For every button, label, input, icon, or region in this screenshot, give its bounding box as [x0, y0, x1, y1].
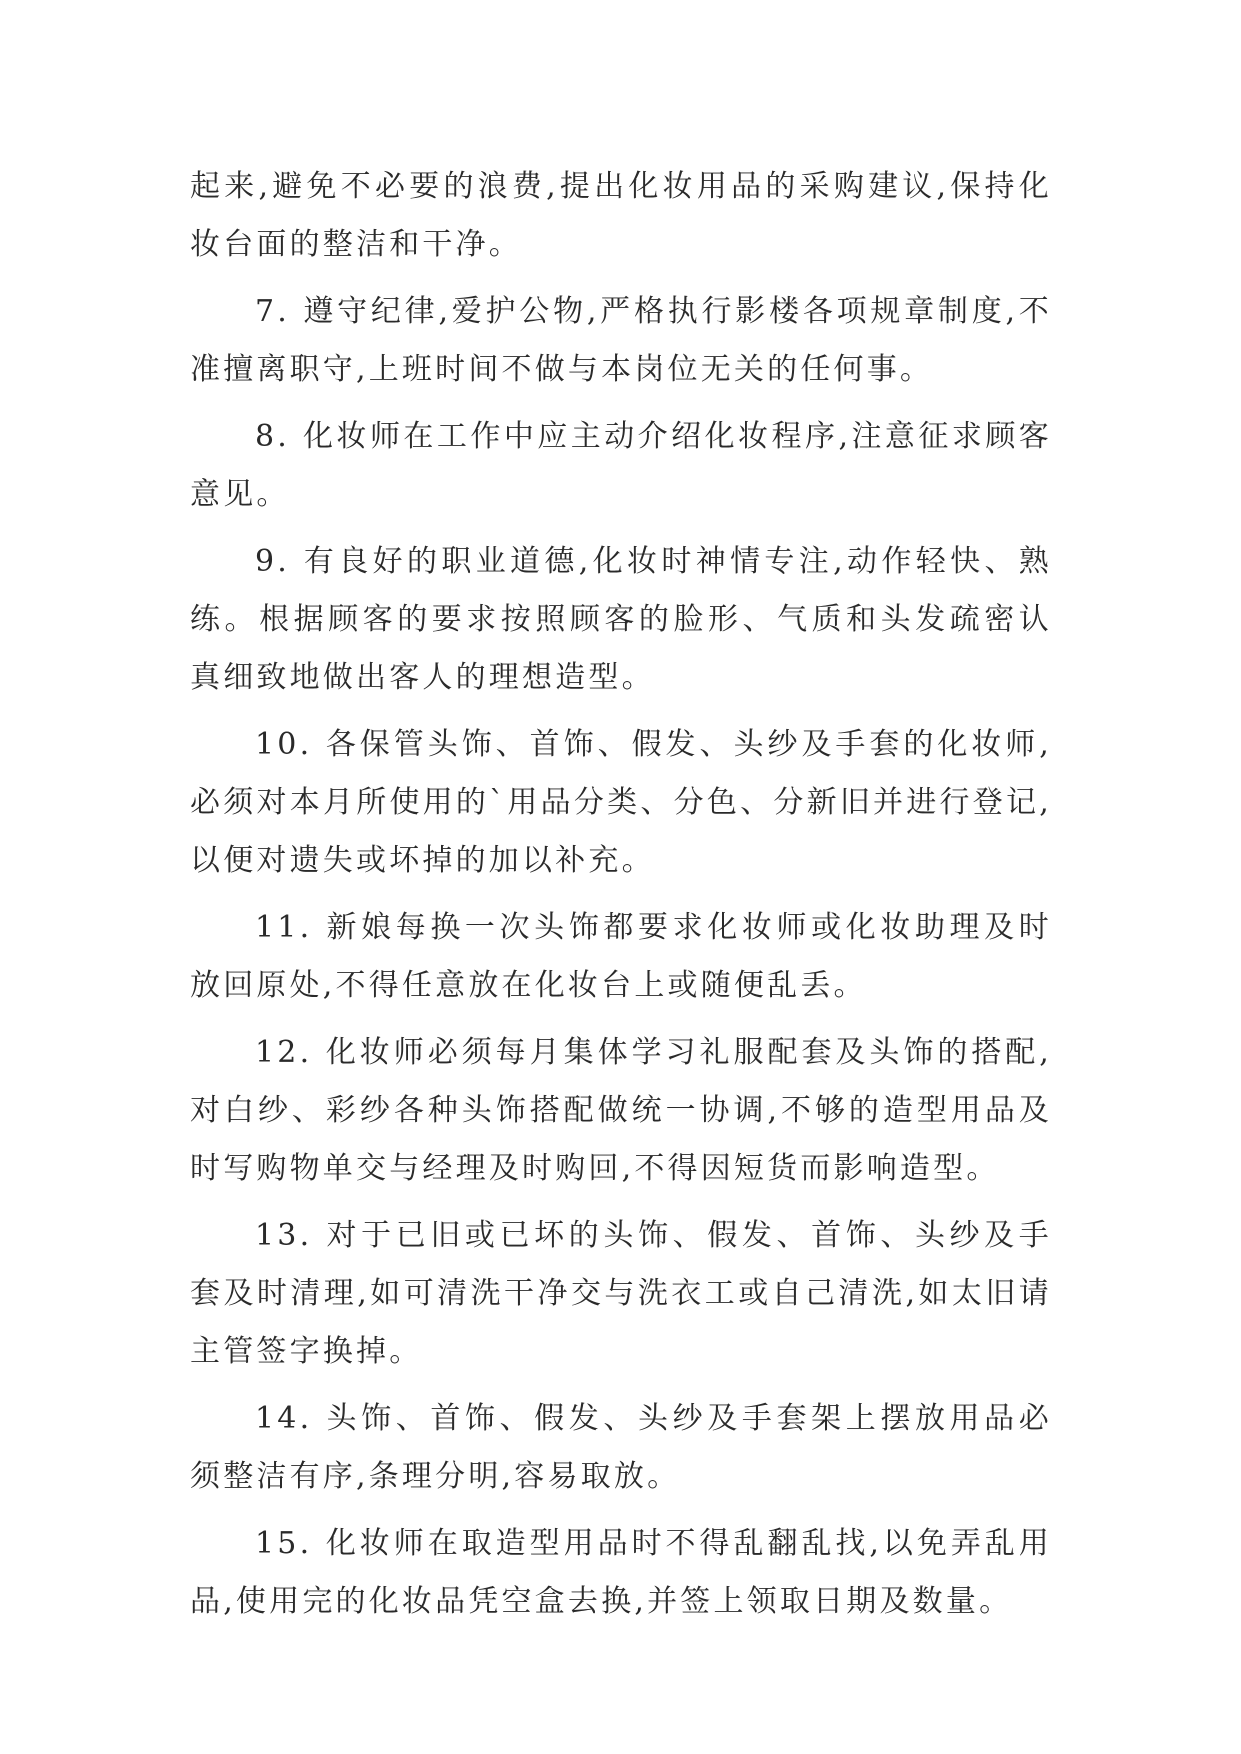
paragraph-rule-15: 15. 化妆师在取造型用品时不得乱翻乱找,以免弄乱用品,使用完的化妆品凭空盒去换,并签上领取日期及数量。 — [190, 1526, 1052, 1619]
paragraph-rule-12: 12. 化妆师必须每月集体学习礼服配套及头饰的搭配,对白纱、彩纱各种头饰搭配做统一协调,不够的造型用品及时写购物单交与经理及时购回,不得因短货而影响造型。 — [190, 1035, 1052, 1186]
paragraph-rule-11: 11. 新娘每换一次头饰都要求化妆师或化妆助理及时放回原处,不得任意放在化妆台上或随便乱丢。 — [190, 910, 1052, 1003]
paragraph-rule-13: 13. 对于已旧或已坏的头饰、假发、首饰、头纱及手套及时清理,如可清洗干净交与洗衣工或自己清洗,如太旧请主管签字换掉。 — [190, 1218, 1052, 1369]
document-body — [190, 158, 1052, 1640]
paragraph-rule-8: 8. 化妆师在工作中应主动介绍化妆程序,注意征求顾客意见。 — [190, 419, 1052, 512]
paragraph-rule-9: 9. 有良好的职业道德,化妆时神情专注,动作轻快、熟练。根据顾客的要求按照顾客的脸形、气质和头发疏密认真细致地做出客人的理想造型。 — [190, 544, 1052, 695]
paragraph-continuation: 起来,避免不必要的浪费,提出化妆用品的采购建议,保持化妆台面的整洁和干净。 — [190, 169, 1052, 262]
paragraph-rule-10: 10. 各保管头饰、首饰、假发、头纱及手套的化妆师,必须对本月所使用的`用品分类、分色、分新旧并进行登记,以便对遗失或坏掉的加以补充。 — [190, 727, 1052, 878]
paragraph-rule-14: 14. 头饰、首饰、假发、头纱及手套架上摆放用品必须整洁有序,条理分明,容易取放。 — [190, 1401, 1052, 1494]
paragraph-rule-7: 7. 遵守纪律,爱护公物,严格执行影楼各项规章制度,不准擅离职守,上班时间不做与本岗位无关的任何事。 — [190, 294, 1052, 387]
